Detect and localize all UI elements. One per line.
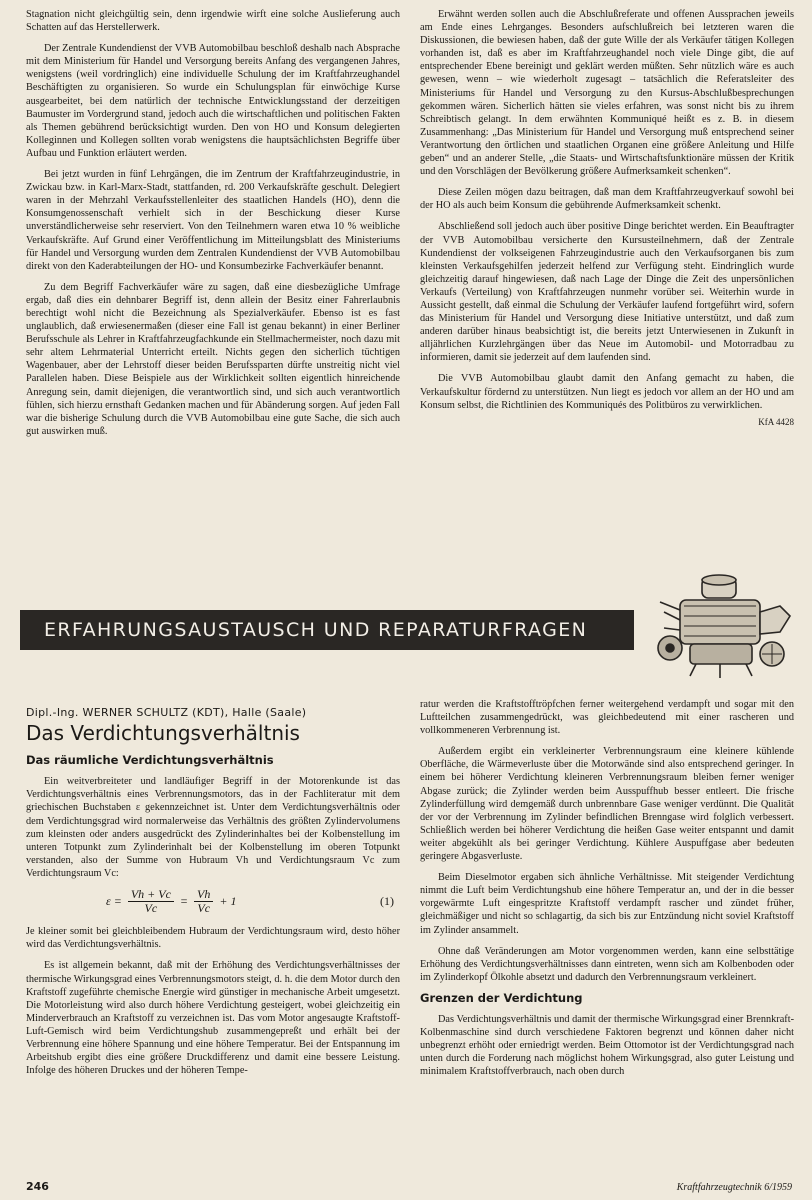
article-right-column: [420, 698, 794, 1086]
section-banner: ERFAHRUNGSAUSTAUSCH UND REPARATURFRAGEN: [20, 610, 634, 650]
paragraph: Außerdem ergibt ein verkleinerter Verbrennungsraum eine kleinere kühlende Oberfläche, die Wärmeverluste über die Motorwände sind also entsprechend geringer. In einem bei höherer Verdichtung kleineren Verbrennungsraum bleiben ferner weniger Abgase zurück; die Zylinder werden beim Ausspuffhub besser entleert. Die frische Zylinderfüllung wird demgemäß durch unbrennbare Gase weniger verdünnt. Die Qualität der vor der Verbrennung im Zylinder befindlichen Brenngase wird folglich verbessert. Schließlich werden bei höherer Verdichtung die heißen Gase weiter entspannt und damit weiter abgekühlt als bei geringer Verdichtung. Kühlere Auspuffgase aber bedeuten geringere Abgasverluste.: [420, 746, 794, 863]
paragraph: Abschließend soll jedoch auch über positive Dinge berichtet werden. Ein Beauftragter der VVB Automobilbau versicherte den Kursusteilnehmern, daß der Zentrale Kundendienst der volkseigenen Fahrzeugindustrie auch den Verkaufsorganen bis zum kleinsten Verkaufsgehilfen jederzeit helfend zur Verfügung steht. Eindringlich wurde gleichzeitig darauf hingewiesen, daß nach Lage der Dinge die Zeit des unpersönlichen Verkaufs (Verteilung) von Kraftfahrzeugen nunmehr vorüber sei. Weiterhin wurde in Aussicht gestellt, daß einmal die Schulung der Verkäufer laufend fortgeführt wird, sofern das Ministerium für Handel und Versorgung diese Initiative unterstützt, und daß zum anderen darüber hinaus beabsichtigt ist, die bereits jetzt Unterwiesenen in Zukunft in alljährlichen Kurzlehrgängen über das Neue im Automobil- und Motorradbau zu informieren, damit sie jederzeit auf dem laufenden sind.: [420, 221, 794, 364]
article-reference: KfA 4428: [758, 416, 794, 427]
paragraph: Zu dem Begriff Fachverkäufer wäre zu sagen, daß eine diesbezügliche Umfrage ergab, daß dies ein dehnbarer Begriff ist, denn allein der Besitz einer Fahrerlaubnis berechtigt wohl nicht die Bezeichnung als Spezialverkäufer. Ebenso ist es fast unglaublich, daß erwiesenermaßen (dieser eine Fall ist genau bekannt) in einer Berliner Berufsschule als Lehrer in Kraftfahrzeugfachkunde ein Stellmachermeister, noch dazu mit sehr altem Lehrmaterial Unterricht erteilt. Nichts gegen den sicherlich tüchtigen Wagenbauer, aber der Lehrstoff dieser beiden Berufssparten dürfte unstreitig nicht viel Parallelen haben. Diese Beispiele aus der Wirklichkeit sollten eigentlich hinreichende Anregung sein, damit diejenigen, die verantwortlich sind, und sich auch verantwortlich fühlen, sich hierzu ernsthaft Gedanken machen und für Abänderung sorgen. Auf jeden Fall war die bisherige Schulung durch die VVB Automobilbau eine gute Sache, die sich auch gut auswirken muß.: [26, 281, 400, 437]
formula-compression-ratio: [26, 888, 400, 915]
engine-illustration-icon: [650, 572, 800, 682]
formula-equals: =: [179, 894, 189, 909]
article-author: Dipl.-Ing. WERNER SCHULTZ (KDT), Halle (Saale): [26, 706, 307, 719]
top-right-column: [420, 8, 794, 429]
formula-numerator: Vh + Vc: [128, 888, 174, 902]
paragraph: Diese Zeilen mögen dazu beitragen, daß man dem Kraftfahrzeugverkauf sowohl bei der HO als auch beim Konsum die gebührende Aufmerksamkeit schenkt.: [420, 187, 794, 212]
formula-numerator: Vh: [194, 888, 213, 902]
paragraph: Bei jetzt wurden in fünf Lehrgängen, die im Zentrum der Kraftfahrzeugindustrie, in Zwickau bzw. in Karl-Marx-Stadt, stattfanden, rd. 200 Verkaufskräfte geschult. Delegiert waren in der Mehrzahl Verkaufsstellenleiter des staatlichen Handels (HO), denn die Konsumgenossenschaft verhielt sich in der Beschickung dieser Kurse unverständlicherweise sehr reserviert. Von den Teilnehmern waren etwa 10 % weibliche Verkaufskräfte. Auf Grund einer Veröffentlichung im Mitteilungsblatt des Ministeriums für Handel und Versorgung wurden dem Zentralen Kundendienst der VVB Automobilbau direkt von den Kaderabteilungen der HO- und Konsumbezirke Fachverkäufer benannt.: [26, 169, 400, 272]
paragraph: Beim Dieselmotor ergaben sich ähnliche Verhältnisse. Mit steigender Verdichtung nimmt die Luft beim Verdichtungshub eine höhere Temperatur an, und der in die besser vorgewärmte Luft eingespritzte Kraftstoff verdampft rascher und zündet früher, gleichmäßiger und nicht so schlagartig, da sich bis zur Entzündung nicht soviel Kraftstoff im Zylinder ansammelt.: [420, 872, 794, 936]
paragraph: Es ist allgemein bekannt, daß mit der Erhöhung des Verdichtungsverhältnisses der thermische Wirkungsgrad eines Verbrennungsmotors steigt, d. h. die dem Motor durch den Kraftstoff zugeführte chemische Energie wird günstiger in mechanische Arbeit umgesetzt. Die Motorleistung wird also durch höhere Verdichtung gesteigert, wobei gleichzeitig ein Minderverbrauch an Kraftstoff zu verzeichnen ist. Das vom Motor angesaugte Kraftstoff-Luft-Gemisch wird beim Verdichtungshub zusammengepreßt und erhält bei der Verbrennung eine höhere Spannung und eine höhere Temperatur. Bei der Entspannung im Arbeitshub ergibt dies eine größere Druckdifferenz und damit eine bessere Leistung. Infolge des höheren Druckes und der höheren Tempe-: [26, 960, 400, 1077]
formula-tail: + 1: [219, 894, 237, 909]
formula-fraction-2: [194, 888, 213, 915]
paragraph: Je kleiner somit bei gleichbleibendem Hubraum der Verdichtungsraum wird, desto höher wird das Verdichtungsverhältnis.: [26, 926, 400, 951]
paragraph: Erwähnt werden sollen auch die Abschlußreferate und offenen Aussprachen jeweils am Ende eines Lehrganges. Besonders aufschlußreich bei letzteren waren die Diskussionen, die bewiesen haben, daß der gute Wille der als Verkäufer tätigen Kollegen vorhanden ist, daß es aber im Kraftfahrzeughandel noch viele Dinge gibt, die auf entsprechender Ebene bereinigt und geklärt werden müßten. Sehr nützlich wäre es auch gewesen, wenn – wie wiederholt zugesagt – tatsächlich die Referatsleiter des Ministeriums für Handel und Versorgung zu den Kursus-Abschlußbesprechungen gekommen wären. Sicherlich hätten sie vieles erfahren, was sonst nicht bis zu ihrem Schreibtisch gelangt. In dem erwähnten Kommuniqué heißt es z. B. in diesem Zusammenhang: „Das Ministerium für Handel und Versorgung muß entsprechend seiner Verantwortung den örtlichen und staatlichen Organen eine größere Anleitung und Hilfe geben“ und an anderer Stelle, „die Staats- und Wirtschaftsfunktionäre müssen der Kritik und den Vorschlägen der Bevölkerung größere Aufmerksamkeit schenken“.: [420, 9, 794, 178]
paragraph: Stagnation nicht gleichgültig sein, denn irgendwie wirft eine solche Auslieferung auch Schatten auf das Herstellerwerk.: [26, 9, 400, 34]
formula-lhs: ε =: [106, 894, 122, 909]
article-title: Das Verdichtungsverhältnis: [26, 721, 300, 746]
top-left-column: [26, 8, 400, 446]
article-left-column: [26, 706, 400, 1085]
formula-fraction-1: [128, 888, 174, 915]
paragraph: Ein weitverbreiteter und landläufiger Begriff in der Motorenkunde ist das Verdichtungsverhältnis eines Verbrennungsmotors, das in der Fachliteratur mit dem griechischen Buchstaben ε gekennzeichnet ist. Unter dem Verdichtungsverhältnis oder dem Verdichtungsgrad wird normalerweise das Verhältnis des größten Zylindervolumens zum kleinsten oder anders ausgedrückt des Zylinderinhaltes bei der Kolbenstellung im unteren Totpunkt zum Zylinderinhalt bei der Kolbenstellung im oberen Totpunkt verstanden, also der Summe von Hubraum Vh und Verdichtungsraum Vc zum Verdichtungsraum Vc:: [26, 776, 400, 879]
paragraph: Die VVB Automobilbau glaubt damit den Anfang gemacht zu haben, die Verkaufskultur fördernd zu unterstützen. Nun liegt es jedoch vor allem an der HO und am Konsum selbst, die Richtlinien des Kommuniqués des Politbüros zu verwirklichen.: [420, 373, 794, 411]
page-number: 246: [26, 1180, 49, 1193]
paragraph: Das Verdichtungsverhältnis und damit der thermische Wirkungsgrad einer Brennkraft-Kolbenmaschine sind durch verschiedene Faktoren begrenzt und können daher nicht unbegrenzt erhöht oder erniedrigt werden. Beim Ottomotor ist der Verdichtungsgrad nach unten durch die Forderung nach möglichst hohem Wirkungsgrad, also guter Leistung und minimalem Kraftstoffverbrauch, nach oben durch: [420, 1013, 794, 1078]
paragraph: ratur werden die Kraftstofftröpfchen ferner weitergehend verdampft und sogar mit den Luftteilchen zusammengedrückt, was gleichbedeutend mit einer rascheren und vollkommeneren Verbrennung ist.: [420, 699, 794, 737]
journal-issue: Kraftfahrzeugtechnik 6/1959: [676, 1182, 792, 1193]
paragraph: Ohne daß Veränderungen am Motor vorgenommen werden, kann eine selbsttätige Erhöhung des Verdichtungsverhältnisses dann eintreten, wenn sich am Kolbenboden oder im Zylinderkopf Ölkohle absetzt und dadurch den Verbrennungsraum verkleinert.: [420, 945, 794, 983]
formula-denominator: Vc: [144, 901, 158, 916]
article-subtitle: Das räumliche Verdichtungsverhältnis: [26, 753, 274, 768]
article-subheading: Grenzen der Verdichtung: [420, 990, 583, 1005]
paragraph: Der Zentrale Kundendienst der VVB Automobilbau beschloß deshalb nach Absprache mit dem Ministerium für Handel und Versorgung bereits Anfang des vergangenen Jahres, wenigstens (weil vordringlich) eine individuelle Schulung der im Kraftfahrzeughandel Beschäftigten zu organisieren. So wurde ein Schulungsplan für einwöchige Kurse ausgearbeitet, bei dem natürlich der technische Entwicklungsstand der derzeitigen Baumuster im Vordergrund stand, jedoch auch die wirtschaftlichen und politischen Fakten als Themen gebührend berücksichtigt wurden. Den von HO und Konsum delegierten Kolleginnen und Kollegen sollten vorab wenigstens die hauptsächlichsten Begriffe über Aufbau und Funktion erläutert werden.: [26, 43, 400, 159]
formula-number: (1): [380, 894, 394, 909]
formula-denominator: Vc: [197, 901, 211, 916]
